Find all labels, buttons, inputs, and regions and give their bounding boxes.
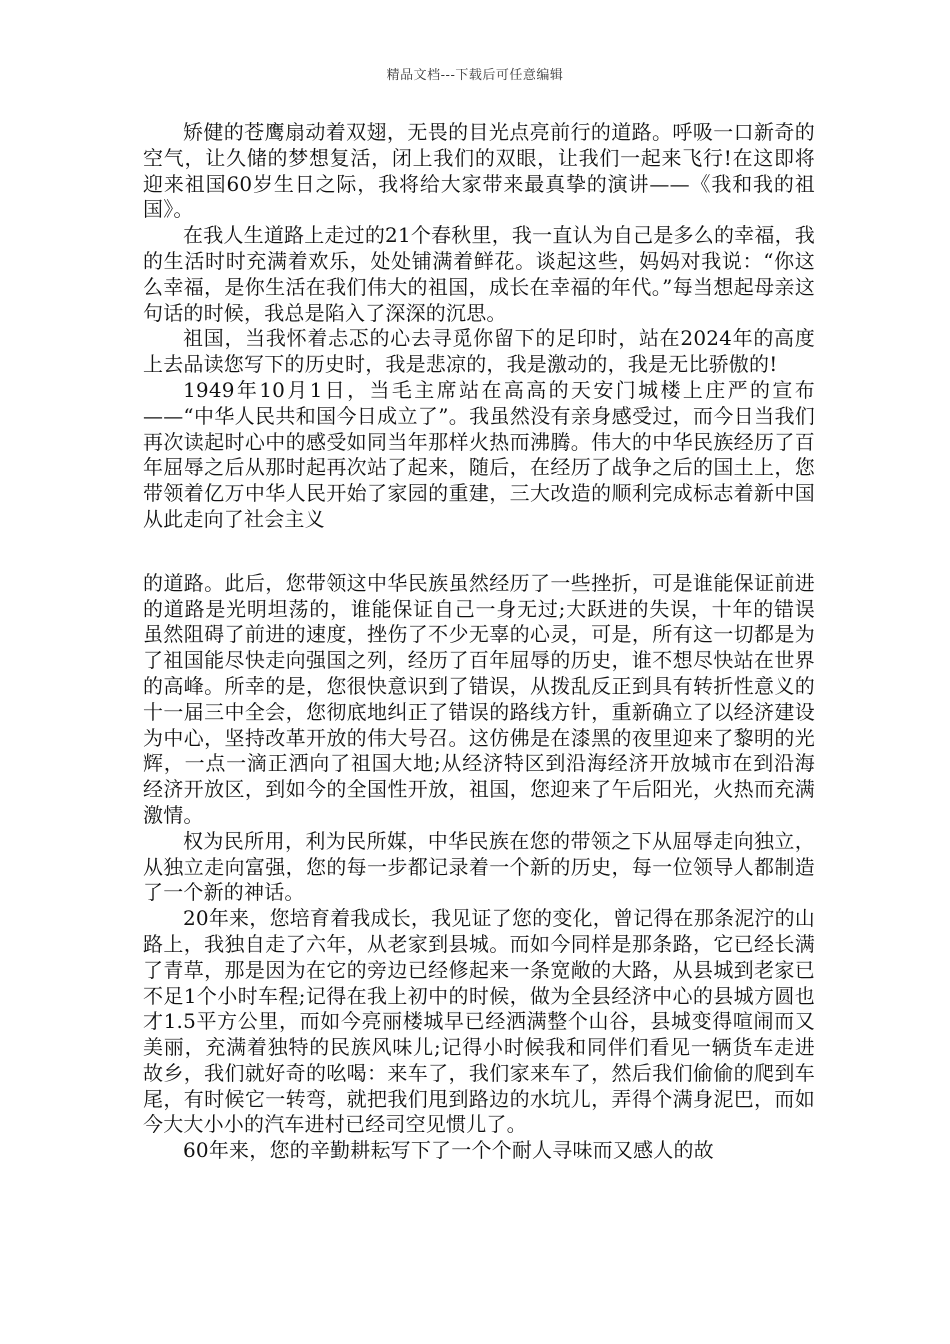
paragraph-happiness: 在我人生道路上走过的21个春秋里，我一直认为自己是多么的幸福，我的生活时时充满着欢乐，处处铺满着鲜花。谈起这些，妈妈对我说：“你这么幸福，是你生活在我们伟大的祖国，成长在幸福的年代。”每当想起母亲这句话的时候，我总是陷入了深深的沉思。 — [143, 223, 815, 325]
paragraph-sixty-years: 60年来，您的辛勤耕耘写下了一个个耐人寻味而又感人的故 — [183, 1138, 714, 1163]
document-body — [143, 120, 815, 1164]
paragraph-intro: 矫健的苍鹰扇动着双翅，无畏的目光点亮前行的道路。呼吸一口新奇的空气，让久储的梦想复活，闭上我们的双眼，让我们一起来飞行!在这即将迎来祖国60岁生日之际，我将给大家带来最真挚的演讲——《我和我的祖国》。 — [143, 120, 815, 222]
page-break — [143, 533, 815, 571]
paragraph-motherland: 祖国，当我怀着忐忑的心去寻觅你留下的足印时，站在2024年的高度上去品读您写下的历史时，我是悲凉的，我是激动的，我是无比骄傲的! — [143, 326, 815, 377]
paragraph-power: 权为民所用，利为民所媒，中华民族在您的带领之下从屈辱走向独立，从独立走向富强，您的每一步都记录着一个新的历史，每一位领导人都制造了一个新的神话。 — [143, 828, 815, 905]
paragraph-founding: 1949年10月1日，当毛主席站在高高的天安门城楼上庄严的宣布——“中华人民共和国今日成立了”。我虽然没有亲身感受过，而今日当我们再次读起时心中的感受如同当年那样火热而沸腾。伟大的中华民族经历了百年屈辱之后从那时起再次站了起来，随后，在经历了战争之后的国土上，您带领着亿万中华人民开始了家园的重建，三大改造的顺利完成标志着新中国从此走向了社会主义 — [143, 377, 815, 531]
paragraph-twenty-years: 20年来，您培育着我成长，我见证了您的变化，曾记得在那条泥泞的山路上，我独自走了六年，从老家到县城。而如今同样是那条路，它已经长满了青草，那是因为在它的旁边已经修起来一条宽敞的大路，从县城到老家已不足1个小时车程;记得在我上初中的时候，做为全县经济中心的县城方圆也才1.5平方公里，而如今亮丽楼城早已经洒满整个山谷，县城变得喧闹而又美丽，充满着独特的民族风味儿;记得小时候我和同伴们看见一辆货车走进故乡，我们就好奇的吆喝：来车了，我们家来车了，然后我们偷偷的爬到车尾，有时候它一转弯，就把我们甩到路边的水坑儿，弄得个满身泥巴，而如今大大小小的汽车进村已经司空见惯儿了。 — [143, 906, 815, 1137]
page-header: 精品文档---下载后可任意编辑 — [386, 68, 564, 83]
paragraph-reform: 的道路。此后，您带领这中华民族虽然经历了一些挫折，可是谁能保证前进的道路是光明坦荡的，谁能保证自己一身无过;大跃进的失误，十年的错误虽然阻碍了前进的速度，挫伤了不少无辜的心灵，可是，所有这一切都是为了祖国能尽快走向强国之列，经历了百年屈辱的历史，谁不想尽快站在世界的高峰。所幸的是，您很快意识到了错误，从拨乱反正到具有转折性意义的十一届三中全会，您彻底地纠正了错误的路线方针，重新确立了以经济建设为中心，坚持改革开放的伟大号召。这仿佛是在漆黑的夜里迎来了黎明的光辉，一点一滴正洒向了祖国大地;从经济特区到沿海经济开放城市在到沿海经济开放区，到如今的全国性开放，祖国，您迎来了午后阳光，火热而充满激情。 — [143, 570, 815, 827]
